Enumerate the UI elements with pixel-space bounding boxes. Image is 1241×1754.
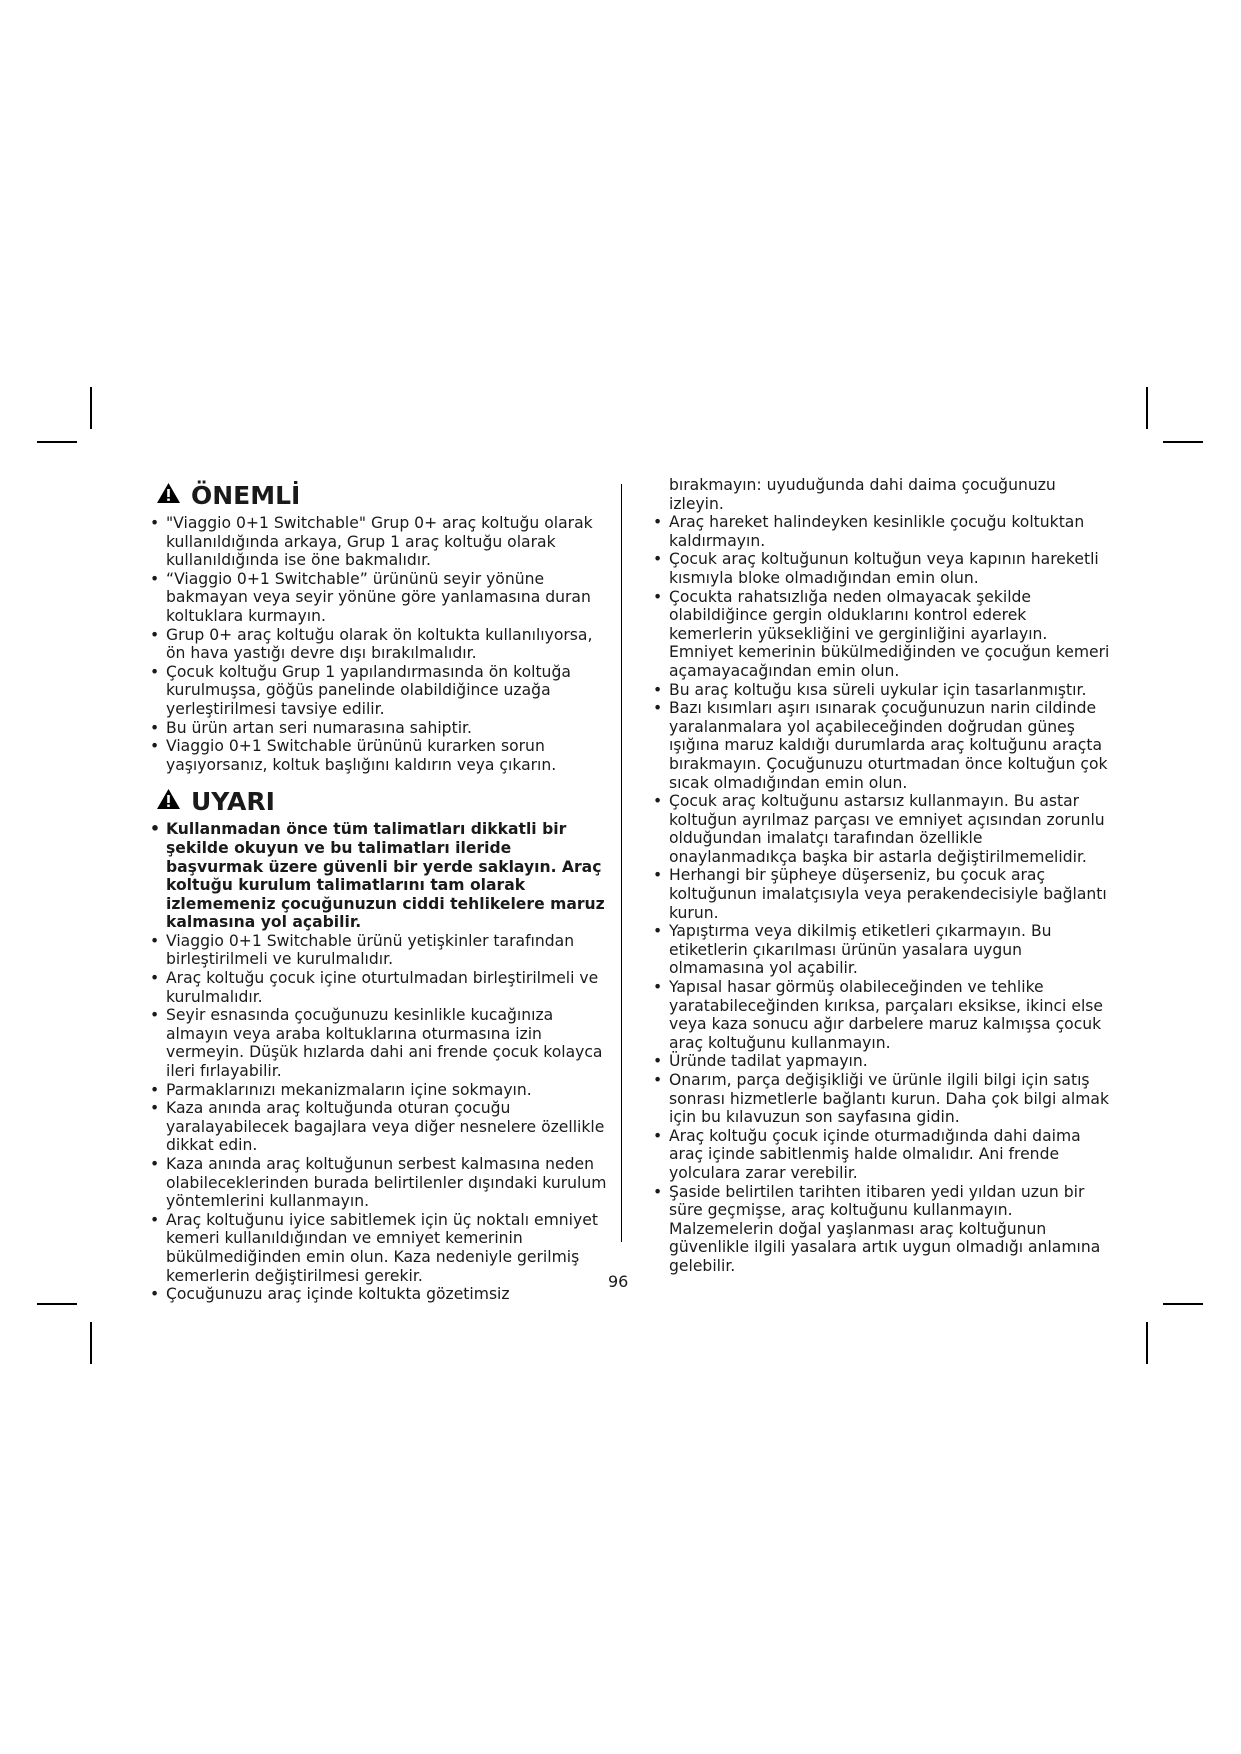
list-item: • Araç koltuğu çocuk içinde oturmadığında dahi daima araç içinde sabitlenmiş halde olmalıdır. Ani frende yolculara zarar verebilir. <box>653 1127 1113 1183</box>
left-column <box>150 476 610 1304</box>
list-item: • Viaggio 0+1 Switchable ürünü yetişkinler tarafından birleştirilmeli ve kurulmalıdır. <box>150 932 610 969</box>
list-item: • Bu ürün artan seri numarasına sahiptir. <box>150 719 610 738</box>
crop-mark <box>37 441 77 443</box>
list-item: • Grup 0+ araç koltuğu olarak ön koltukta kullanılıyorsa, ön hava yastığı devre dışı bırakılmalıdır. <box>150 626 610 663</box>
list-item: • Araç hareket halindeyken kesinlikle çocuğu koltuktan kaldırmayın. <box>653 513 1113 550</box>
list-item: • Onarım, parça değişikliği ve ürünle ilgili bilgi için satış sonrası hizmetlerle bağlantı kurun. Daha çok bilgi almak için bu kılavuzun son sayfasına gidin. <box>653 1071 1113 1127</box>
list-item: • Bu araç koltuğu kısa süreli uykular için tasarlanmıştır. <box>653 681 1113 700</box>
list-item: • "Viaggio 0+1 Switchable" Grup 0+ araç koltuğu olarak kullanıldığında arkaya, Grup 1 araç koltuğu olarak kullanıldığında ise öne bakmalıdır. <box>150 514 610 570</box>
list-item-bold: • Kullanmadan önce tüm talimatları dikkatli bir şekilde okuyun ve bu talimatları ileride başvurmak üzere güvenli bir yerde saklayın. Araç koltuğu kurulum talimatlarını tam olarak izlememeniz çocuğunuzun ciddi tehlikelere maruz kalmasına yol açabilir. <box>150 820 610 932</box>
list-item: • Yapıştırma veya dikilmiş etiketleri çıkarmayın. Bu etiketlerin çıkarılması ürünün yasalara uygun olmamasına yol açabilir. <box>653 922 1113 978</box>
uyari-list <box>150 820 610 1303</box>
page-number: 96 <box>608 1272 629 1291</box>
list-item: • Seyir esnasında çocuğunuzu kesinlikle kucağınıza almayın veya araba koltuklarına oturmasına izin vermeyin. Düşük hızlarda dahi ani frende çocuk kolayca ileri fırlayabilir. <box>150 1006 610 1080</box>
onemli-heading <box>156 482 610 510</box>
crop-mark <box>37 1303 77 1305</box>
list-item: • Bazı kısımları aşırı ısınarak çocuğunuzun narin cildinde yaralanmalara yol açabileceğinden doğrudan güneş ışığına maruz kaldığı durumlarda araç koltuğunu araçta bırakmayın. Çocuğunuzu oturtmadan önce koltuğun çok sıcak olmadığından emin olun. <box>653 699 1113 792</box>
list-item: • Çocuk araç koltuğunun koltuğun veya kapının hareketli kısmıyla bloke olmadığından emin olun. <box>653 550 1113 587</box>
list-item: • Araç koltuğu çocuk içine oturtulmadan birleştirilmeli ve kurulmalıdır. <box>150 969 610 1006</box>
crop-mark <box>1146 387 1148 429</box>
list-item: • Herhangi bir şüpheye düşerseniz, bu çocuk araç koltuğunun imalatçısıyla veya perakendecisiyle bağlantı kurun. <box>653 866 1113 922</box>
crop-mark <box>1163 1303 1203 1305</box>
warning-triangle-icon <box>156 788 181 816</box>
uyari-title: UYARI <box>191 787 275 817</box>
list-item: • Çocuk koltuğu Grup 1 yapılandırmasında ön koltuğa kurulmuşsa, göğüs panelinde olabildiğince uzağa yerleştirilmesi tavsiye edilir. <box>150 663 610 719</box>
uyari-list-continued <box>653 513 1113 1275</box>
right-column <box>653 476 1113 1276</box>
list-item: • Yapısal hasar görmüş olabileceğinden ve tehlike yaratabileceğinden kırıksa, parçaları eksikse, ikinci else veya kaza sonucu ağır darbelere maruz kalmışsa çocuk araç koltuğunu kullanmayın. <box>653 978 1113 1052</box>
list-item: • “Viaggio 0+1 Switchable” ürününü seyir yönüne bakmayan veya seyir yönüne göre yanlamasına duran koltuklara kurmayın. <box>150 570 610 626</box>
crop-mark <box>1163 441 1203 443</box>
list-item: • Kaza anında araç koltuğunda oturan çocuğu yaralayabilecek bagajlara veya diğer nesnelere özellikle dikkat edin. <box>150 1099 610 1155</box>
uyari-heading <box>156 788 610 816</box>
crop-mark <box>90 387 92 429</box>
onemli-list <box>150 514 610 774</box>
list-item: • Çocuğunuzu araç içinde koltukta gözetimsiz <box>150 1285 610 1304</box>
list-item: • Üründe tadilat yapmayın. <box>653 1052 1113 1071</box>
column-divider <box>621 484 622 1242</box>
list-item: • Şaside belirtilen tarihten itibaren yedi yıldan uzun bir süre geçmişse, araç koltuğunu kullanmayın. Malzemelerin doğal yaşlanması araç koltuğunun güvenlikle ilgili yasalara artık uygun olmadığı anlamına gelebilir. <box>653 1183 1113 1276</box>
continued-text: bırakmayın: uyuduğunda dahi daima çocuğunuzu izleyin. <box>669 476 1056 513</box>
list-item: • Çocuk araç koltuğunu astarsız kullanmayın. Bu astar koltuğun ayrılmaz parçası ve emniyet açısından zorunlu olduğundan imalatçı tarafından özellikle onaylanmadıkça başka bir astarla değiştirilmemelidir. <box>653 792 1113 866</box>
list-item: • Parmaklarınızı mekanizmaların içine sokmayın. <box>150 1081 610 1100</box>
list-item: • Çocukta rahatsızlığa neden olmayacak şekilde olabildiğince gergin olduklarını kontrol ederek kemerlerin yüksekliğini ve gerginliğini ayarlayın. Emniyet kemerinin bükülmediğinden ve çocuğun kemeri açamayacağından emin olun. <box>653 588 1113 681</box>
crop-mark <box>90 1322 92 1364</box>
list-item: • Araç koltuğunu iyice sabitlemek için üç noktalı emniyet kemeri kullanıldığından ve emniyet kemerinin bükülmediğinden emin olun. Kaza nedeniyle gerilmiş kemerlerin değiştirilmesi gerekir. <box>150 1211 610 1285</box>
list-item: • Kaza anında araç koltuğunun serbest kalmasına neden olabileceklerinden burada belirtilenler dışındaki kurulum yöntemlerini kullanmayın. <box>150 1155 610 1211</box>
list-item: • Viaggio 0+1 Switchable ürününü kurarken sorun yaşıyorsanız, koltuk başlığını kaldırın veya çıkarın. <box>150 737 610 774</box>
warning-triangle-icon <box>156 482 181 510</box>
crop-mark <box>1146 1322 1148 1364</box>
onemli-title: ÖNEMLİ <box>191 481 301 510</box>
